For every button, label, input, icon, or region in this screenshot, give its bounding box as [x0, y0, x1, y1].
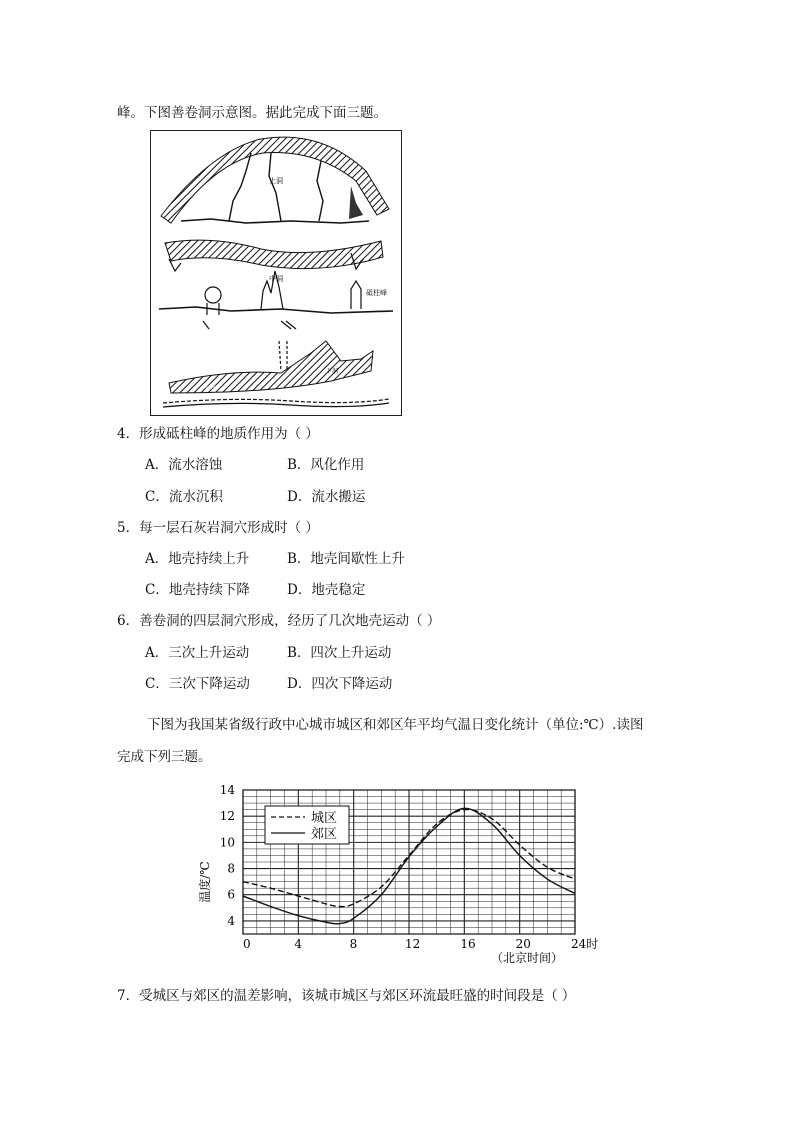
- q5-option-d: D．地壳稳定: [287, 582, 366, 598]
- x-tick-label: 16: [460, 937, 476, 951]
- y-tick-label: 12: [219, 809, 235, 824]
- chart-legend: [265, 806, 349, 844]
- q4-option-d: D．流水搬运: [287, 489, 366, 505]
- cave-figure: [150, 130, 402, 416]
- x-axis-label: （北京时间）: [491, 951, 564, 965]
- x-tick-label: 8: [349, 937, 358, 951]
- legend-label-urban: 城区: [311, 811, 338, 826]
- q4-option-b: B．风化作用: [287, 457, 365, 473]
- q4-option-c: C．流水沉积: [145, 489, 223, 505]
- y-tick-label: 6: [227, 887, 235, 902]
- y-axis-label: 温度/℃: [198, 861, 212, 903]
- y-tick-label: 4: [227, 913, 235, 928]
- q5-option-c: C．地壳持续下降: [145, 582, 250, 598]
- q5-option-b: B．地壳间歇性上升: [287, 551, 405, 567]
- label-middle-cave: 中洞: [269, 275, 283, 283]
- question-6-stem: 6．善卷洞的四层洞穴形成，经历了几次地壳运动（ ）: [117, 613, 441, 629]
- q6-option-d: D．四次下降运动: [287, 676, 393, 692]
- legend-label-suburban: 郊区: [311, 827, 338, 842]
- q6-option-b: B．四次上升运动: [287, 645, 392, 661]
- q4-option-a: A．流水溶蚀: [145, 457, 223, 473]
- label-upper-cave: 上洞: [269, 177, 283, 185]
- x-tick-label: 12: [405, 937, 421, 951]
- x-tick-label: 0: [243, 937, 251, 951]
- x-tick-label: 20: [515, 937, 531, 951]
- question-7-stem: 7．受城区与郊区的温差影响，该城市城区与郊区环流最旺盛的时间段是（ ）: [117, 988, 576, 1004]
- y-tick-label: 8: [227, 861, 235, 876]
- label-water-cave: 水洞: [203, 384, 216, 391]
- x-tick-label: 24时: [571, 937, 599, 951]
- y-tick-label: 14: [219, 783, 235, 797]
- x-tick-label: 4: [294, 937, 302, 951]
- question-4-stem: 4．形成砥柱峰的地质作用为（ ）: [117, 426, 319, 442]
- label-lower-cave: 下洞: [326, 368, 339, 375]
- chart-intro-line-2: 完成下列三题。: [117, 749, 212, 765]
- label-pillar-peak: 砥柱峰: [366, 289, 387, 297]
- chart-intro-line-1: 下图为我国某省级行政中心城市城区和郊区年平均气温日变化统计（单位:℃）.读图: [147, 717, 644, 733]
- temperature-chart: [195, 782, 605, 972]
- question-5-stem: 5．每一层石灰岩洞穴形成时（ ）: [117, 520, 319, 536]
- q6-option-a: A．三次上升运动: [145, 645, 250, 661]
- q5-option-a: A．地壳持续上升: [145, 551, 250, 567]
- intro-line: 峰。下图善卷洞示意图。据此完成下面三题。: [117, 105, 387, 121]
- q6-option-c: C．三次下降运动: [145, 676, 250, 692]
- y-tick-label: 10: [219, 835, 235, 850]
